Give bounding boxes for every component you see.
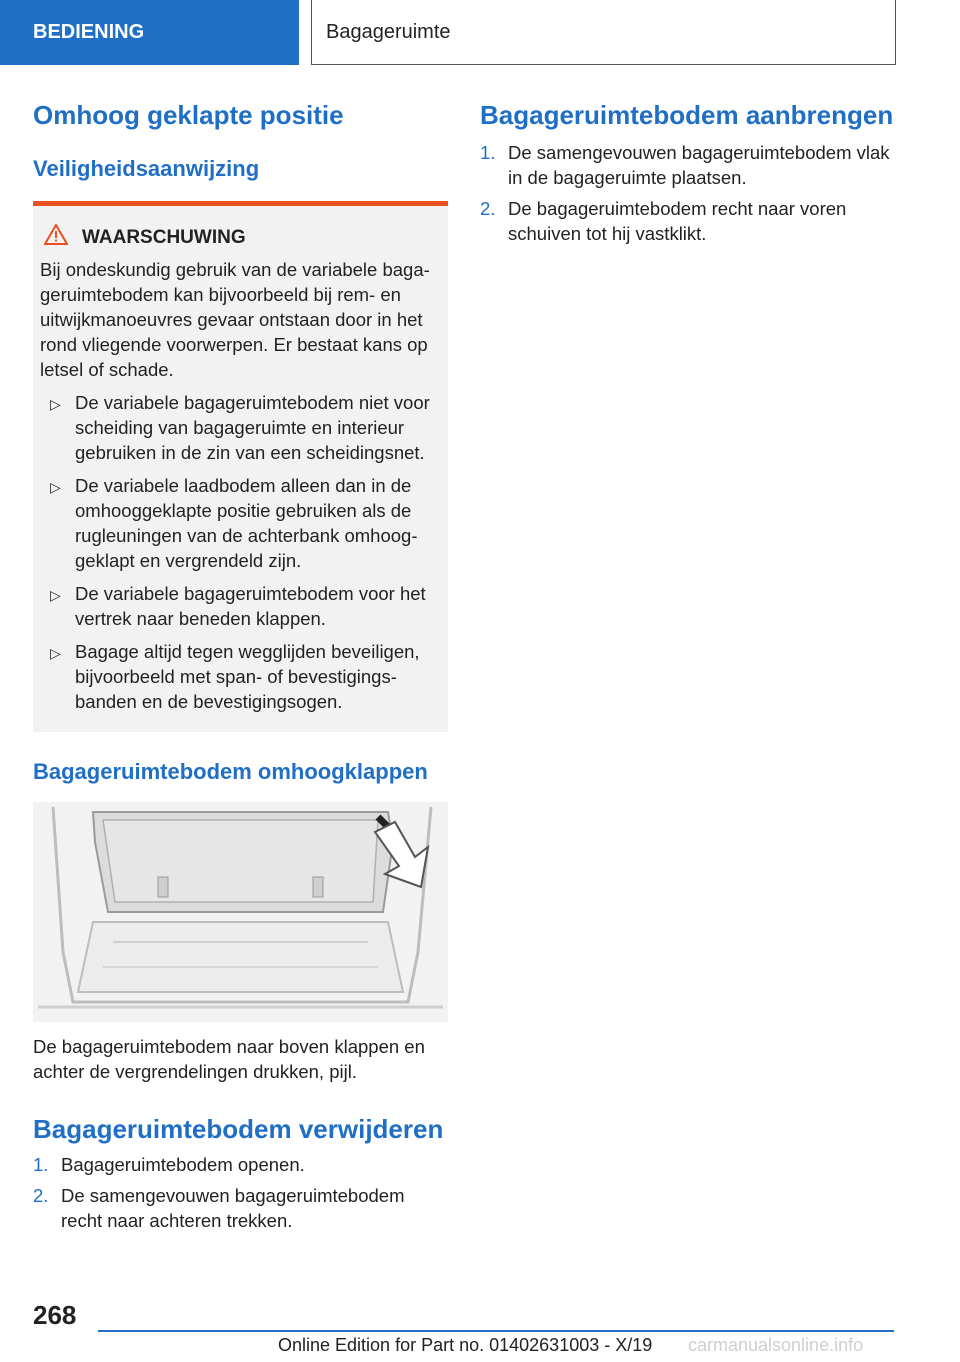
remove-title: Bagageruimtebodem verwijderen [33,1114,444,1144]
triangle-bullet-icon: ▷ [50,645,61,661]
trunk-illustration [33,802,448,1022]
safety-subtitle: Veiligheidsaanwijzing [33,156,260,181]
list-item [40,390,440,465]
section-title: Omhoog geklapte positie [33,100,344,130]
warning-box [33,201,448,732]
step-text: De bagageruimtebodem recht naar voren schuiven tot hij vastklikt. [508,198,847,244]
step-text: Bagageruimtebodem openen. [61,1154,305,1175]
warning-label: WAARSCHUWING [82,226,246,248]
list-item [40,473,440,573]
step-number: 2. [480,198,496,219]
footer-divider [98,1330,894,1332]
list-item [480,196,900,246]
install-steps [480,140,900,246]
warning-triangle-icon [44,224,68,251]
fold-up-caption: De bagageruimtebodem naar boven klappen en achter de vergrendelingen drukken, pijl. [33,1036,425,1082]
edition-info: Online Edition for Part no. 01402631003 - X/19 [278,1335,653,1355]
step-number: 1. [480,142,496,163]
list-item [40,581,440,631]
triangle-bullet-icon: ▷ [50,587,61,603]
list-item [40,639,440,714]
step-text: De samengevouwen bagageruimtebodem vlak in de bagageruimte plaatsen. [508,142,890,188]
install-title: Bagageruimtebodem aanbrengen [480,100,894,130]
watermark: carmanualsonline.info [688,1335,864,1355]
page-number: 268 [33,1300,77,1330]
bullet-text: De variabele laadbodem alleen dan in de omhooggeklapte positie gebruiken als de rugleuningen van de achterbank omhooggeklapt en vergrendeld zijn. [75,475,418,571]
step-number: 1. [33,1154,49,1175]
step-text: De samengevouwen bagageruimtebodem recht naar achteren trekken. [61,1185,405,1231]
chapter-title: Bagageruimte [311,0,896,65]
list-item [33,1183,448,1233]
warning-text: Bij ondeskundig gebruik van de variabele bagageruimtebodem kan bijvoorbeeld bij rem- en uitwijkmanoeuvres gevaar ontstaan door in het rond vliegende voorwerpen. Er bestaat kans op letsel of schade. [40,259,430,380]
triangle-bullet-icon: ▷ [50,479,61,495]
bullet-text: De variabele bagageruimtebodem voor het vertrek naar beneden klappen. [75,583,426,629]
section-tab: BEDIENING [0,0,299,65]
remove-steps [33,1152,448,1233]
step-number: 2. [33,1185,49,1206]
warning-header [40,224,440,251]
list-item [480,140,900,190]
bullet-text: De variabele bagageruimtebodem niet voor scheiding van bagageruimte en interieur gebruiken in de zin van een scheidingsnet. [75,392,430,463]
fold-up-title: Bagageruimtebodem omhoogklappen [33,759,428,784]
left-column [33,100,448,1239]
bullet-text: Bagage altijd tegen wegglijden beveiligen, bijvoorbeeld met span- of bevestigingsbanden en de bevestigingsogen. [75,641,420,712]
right-column [480,100,900,252]
triangle-bullet-icon: ▷ [50,396,61,412]
warning-bullets [40,390,440,714]
list-item [33,1152,448,1177]
